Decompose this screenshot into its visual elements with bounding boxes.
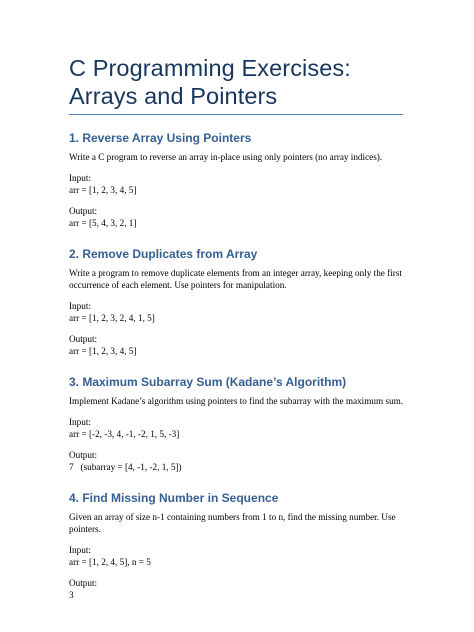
input-label: Input:	[69, 301, 91, 311]
output-value: arr = [5, 4, 3, 2, 1]	[69, 218, 137, 228]
output-label: Output:	[69, 450, 98, 460]
input-value: arr = [1, 2, 3, 4, 5]	[69, 185, 137, 195]
output-label: Output:	[69, 334, 98, 344]
output-value: 3	[69, 590, 74, 600]
input-value: arr = [1, 2, 4, 5], n = 5	[69, 557, 151, 567]
exercise-heading: 3. Maximum Subarray Sum (Kadane’s Algorithm)	[69, 375, 347, 389]
exercise-description: Write a program to remove duplicate elements from an integer array, keeping only the first occurrence of each element. Use pointers for manipulation.	[69, 268, 402, 290]
input-label: Input:	[69, 545, 91, 555]
output-label: Output:	[69, 578, 98, 588]
exercise-description: Given an array of size n-1 containing numbers from 1 to n, find the missing number. Use pointers.	[69, 512, 396, 534]
input-label: Input:	[69, 417, 91, 427]
exercise-section-3	[69, 375, 404, 473]
input-value: arr = [-2, -3, 4, -1, -2, 1, 5, -3]	[69, 429, 180, 439]
exercise-description: Write a C program to reverse an array in-place using only pointers (no array indices).	[69, 152, 383, 162]
output-value: arr = [1, 2, 3, 4, 5]	[69, 346, 137, 356]
exercise-section-4	[69, 491, 404, 601]
input-value: arr = [1, 2, 3, 2, 4, 1, 5]	[69, 313, 155, 323]
exercise-heading: 1. Reverse Array Using Pointers	[69, 131, 252, 145]
exercise-section-1	[69, 131, 404, 229]
title-divider	[69, 114, 403, 115]
output-value: 7 (subarray = [4, -1, -2, 1, 5])	[69, 462, 182, 472]
exercise-heading: 4. Find Missing Number in Sequence	[69, 491, 279, 505]
document-title: C Programming Exercises: Arrays and Pointers	[69, 55, 351, 109]
output-label: Output:	[69, 206, 98, 216]
exercise-heading: 2. Remove Duplicates from Array	[69, 247, 258, 261]
exercise-section-2	[69, 247, 404, 357]
exercise-description: Implement Kadane’s algorithm using pointers to find the subarray with the maximum sum.	[69, 396, 404, 406]
input-label: Input:	[69, 173, 91, 183]
